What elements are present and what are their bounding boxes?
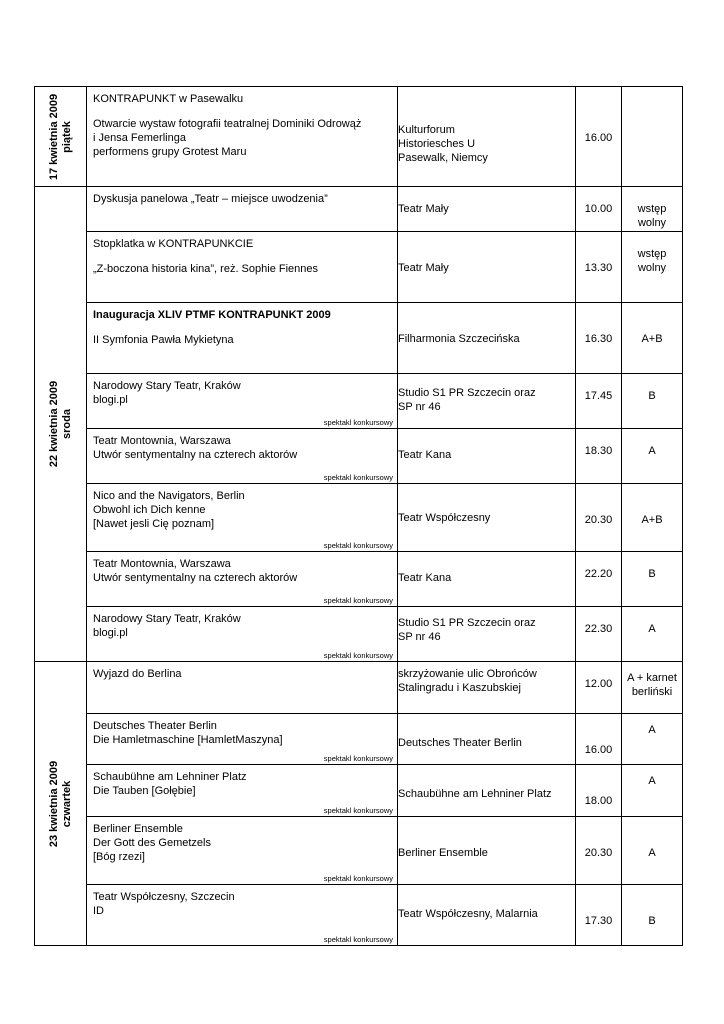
venue-cell: [398, 662, 576, 714]
event-description: [87, 374, 397, 428]
entry-cell: [622, 303, 683, 374]
schedule-row: [35, 303, 683, 374]
entry-cell: [622, 484, 683, 552]
time-cell: 12.00: [576, 662, 622, 714]
venue-cell: [398, 87, 576, 187]
time-cell: 17.45: [576, 374, 622, 429]
venue-line: SP nr 46: [398, 401, 441, 413]
event-description: [87, 303, 397, 373]
venue-line: Teatr Mały: [398, 203, 449, 215]
event-line: Die Hamletmaschine [HamletMaszyna]: [93, 734, 283, 746]
event-cell: [87, 552, 398, 607]
event-cell: [87, 484, 398, 552]
event-line: ID: [93, 905, 104, 917]
day-label: [48, 381, 74, 467]
entry-cell: [622, 374, 683, 429]
event-description: [87, 607, 397, 661]
event-line: Stopklatka w KONTRAPUNKCIE: [93, 238, 254, 250]
time-cell: 22.20: [576, 552, 622, 607]
event-description: [87, 429, 397, 483]
event-cell: [87, 817, 398, 885]
schedule-row: [35, 552, 683, 607]
event-line: Dyskusja panelowa „Teatr – miejsce uwodzenia”: [93, 193, 328, 205]
event-line: Schaubühne am Lehniner Platz: [93, 771, 247, 783]
event-line: Narodowy Stary Teatr, Kraków: [93, 380, 241, 392]
venue-cell: [398, 765, 576, 817]
event-line: Nico and the Navigators, Berlin: [93, 490, 245, 502]
entry-line: A: [648, 724, 656, 736]
venue-cell: [398, 429, 576, 484]
entry-line: A: [648, 847, 656, 859]
time-cell: 18.30: [576, 429, 622, 484]
venue-line: skrzyżowanie ulic Obrońców: [398, 668, 537, 680]
event-description: [87, 765, 397, 816]
event-cell: [87, 187, 398, 232]
schedule-row: [35, 232, 683, 303]
event-line: „Z-boczona historia kina”, reż. Sophie Fiennes: [93, 263, 318, 275]
event-cell: [87, 714, 398, 765]
entry-cell: [622, 87, 683, 187]
event-line: II Symfonia Pawła Mykietyna: [93, 334, 234, 346]
entry-cell: [622, 552, 683, 607]
venue-cell: [398, 374, 576, 429]
venue-line: Schaubühne am Lehniner Platz: [398, 788, 552, 800]
event-line: Inauguracja XLIV PTMF KONTRAPUNKT 2009: [93, 309, 331, 321]
entry-line: A: [648, 775, 656, 787]
entry-line: A+B: [641, 333, 663, 345]
day-label: [48, 93, 74, 179]
event-description: [87, 484, 397, 551]
day-cell: [35, 187, 87, 662]
event-line: Die Tauben [Gołębie]: [93, 785, 196, 797]
venue-line: SP nr 46: [398, 631, 441, 643]
venue-line: Deutsches Theater Berlin: [398, 737, 522, 749]
venue-cell: [398, 232, 576, 303]
day-weekday: piątek: [60, 120, 73, 153]
venue-cell: [398, 607, 576, 662]
day-date: 17 kwietnia 2009: [47, 93, 60, 180]
venue-line: Historiesches U: [398, 138, 476, 150]
event-description: [87, 552, 397, 606]
venue-line: Berliner Ensemble: [398, 847, 488, 859]
time-cell: 16.00: [576, 87, 622, 187]
day-date: 23 kwietnia 2009: [47, 760, 60, 847]
schedule-row: [35, 765, 683, 817]
event-line: Teatr Montownia, Warszawa: [93, 558, 231, 570]
entry-cell: [622, 817, 683, 885]
entry-line: wolny: [637, 262, 667, 274]
day-weekday: sroda: [60, 409, 73, 439]
line-gap: [93, 251, 391, 262]
event-description: [87, 817, 397, 884]
line-gap: [93, 106, 391, 117]
venue-cell: [398, 484, 576, 552]
schedule-row: [35, 429, 683, 484]
venue-cell: [398, 552, 576, 607]
time-cell: 17.30: [576, 885, 622, 946]
event-line: Obwohl ich Dich kenne: [93, 504, 206, 516]
event-cell: [87, 885, 398, 946]
event-line: blogi.pl: [93, 394, 128, 406]
event-cell: [87, 662, 398, 714]
event-line: blogi.pl: [93, 627, 128, 639]
competition-tag: spektakl konkursowy: [323, 754, 393, 763]
schedule-row: [35, 885, 683, 946]
entry-line: wstęp: [637, 203, 667, 215]
event-line: Teatr Współczesny, Szczecin: [93, 891, 235, 903]
schedule-row: [35, 187, 683, 232]
entry-cell: [622, 714, 683, 765]
event-line: Utwór sentymentalny na czterech aktorów: [93, 449, 298, 461]
day-label: [48, 760, 74, 846]
time-cell: 10.00: [576, 187, 622, 232]
event-cell: [87, 87, 398, 187]
event-line: performens grupy Grotest Maru: [93, 146, 247, 158]
entry-line: B: [648, 568, 656, 580]
venue-cell: [398, 817, 576, 885]
schedule-row: [35, 662, 683, 714]
venue-line: Teatr Kana: [398, 449, 452, 461]
venue-line: Teatr Mały: [398, 262, 449, 274]
event-description: [87, 87, 397, 186]
event-description: [87, 714, 397, 764]
entry-line: berliński: [631, 686, 673, 698]
event-line: [Nawet jesli Cię poznam]: [93, 518, 215, 530]
line-gap: [93, 322, 391, 333]
venue-line: Filharmonia Szczecińska: [398, 333, 520, 345]
venue-line: Stalingradu i Kaszubskiej: [398, 682, 521, 694]
venue-cell: [398, 187, 576, 232]
venue-line: Pasewalk, Niemcy: [398, 152, 488, 164]
entry-line: B: [648, 390, 656, 402]
venue-cell: [398, 885, 576, 946]
competition-tag: spektakl konkursowy: [323, 473, 393, 482]
schedule-row: [35, 607, 683, 662]
event-description: [87, 662, 397, 713]
entry-line: A: [648, 623, 656, 635]
entry-cell: [622, 662, 683, 714]
venue-line: Kulturforum: [398, 124, 455, 136]
venue-line: Studio S1 PR Szczecin oraz: [398, 617, 536, 629]
competition-tag: spektakl konkursowy: [323, 874, 393, 883]
entry-cell: [622, 429, 683, 484]
time-cell: 13.30: [576, 232, 622, 303]
event-line: i Jensa Femerlinga: [93, 132, 186, 144]
competition-tag: spektakl konkursowy: [323, 806, 393, 815]
event-description: [87, 885, 397, 945]
schedule-body: [35, 87, 683, 946]
day-weekday: czwartek: [60, 780, 73, 827]
event-line: Teatr Montownia, Warszawa: [93, 435, 231, 447]
event-line: Utwór sentymentalny na czterech aktorów: [93, 572, 298, 584]
competition-tag: spektakl konkursowy: [323, 418, 393, 427]
schedule-row: [35, 817, 683, 885]
entry-line: wolny: [637, 217, 667, 229]
competition-tag: spektakl konkursowy: [323, 541, 393, 550]
schedule-row: [35, 484, 683, 552]
venue-line: Studio S1 PR Szczecin oraz: [398, 387, 536, 399]
time-cell: 18.00: [576, 765, 622, 817]
entry-line: A: [648, 445, 656, 457]
venue-cell: [398, 714, 576, 765]
day-date: 22 kwietnia 2009: [47, 380, 60, 468]
entry-line: A + karnet: [627, 672, 677, 684]
entry-cell: [622, 187, 683, 232]
event-cell: [87, 429, 398, 484]
entry-cell: [622, 885, 683, 946]
event-description: [87, 187, 397, 231]
day-cell: [35, 662, 87, 946]
competition-tag: spektakl konkursowy: [323, 596, 393, 605]
entry-line: B: [648, 915, 656, 927]
time-cell: 20.30: [576, 484, 622, 552]
event-cell: [87, 374, 398, 429]
event-line: Berliner Ensemble: [93, 823, 183, 835]
event-cell: [87, 607, 398, 662]
time-cell: 20.30: [576, 817, 622, 885]
entry-line: A+B: [641, 514, 663, 526]
schedule-row: [35, 714, 683, 765]
venue-cell: [398, 303, 576, 374]
event-line: Deutsches Theater Berlin: [93, 720, 217, 732]
competition-tag: spektakl konkursowy: [323, 935, 393, 944]
time-cell: 16.30: [576, 303, 622, 374]
event-description: [87, 232, 397, 302]
entry-cell: [622, 232, 683, 303]
event-cell: [87, 232, 398, 303]
entry-cell: [622, 765, 683, 817]
event-line: [Bóg rzezi]: [93, 851, 145, 863]
event-line: Narodowy Stary Teatr, Kraków: [93, 613, 241, 625]
schedule-table: [34, 86, 683, 946]
event-cell: [87, 303, 398, 374]
day-cell: [35, 87, 87, 187]
event-line: Otwarcie wystaw fotografii teatralnej Dominiki Odrowąż: [93, 118, 362, 130]
venue-line: Teatr Współczesny: [398, 512, 491, 524]
event-line: KONTRAPUNKT w Pasewalku: [93, 93, 244, 105]
competition-tag: spektakl konkursowy: [323, 651, 393, 660]
venue-line: Teatr Kana: [398, 572, 452, 584]
entry-line: wstęp: [637, 248, 667, 260]
venue-line: Teatr Współczesny, Malarnia: [398, 908, 538, 920]
entry-cell: [622, 607, 683, 662]
time-cell: 22.30: [576, 607, 622, 662]
schedule-row: [35, 87, 683, 187]
event-line: Wyjazd do Berlina: [93, 668, 182, 680]
schedule-row: [35, 374, 683, 429]
event-line: Der Gott des Gemetzels: [93, 837, 211, 849]
time-cell: 16.00: [576, 714, 622, 765]
event-cell: [87, 765, 398, 817]
